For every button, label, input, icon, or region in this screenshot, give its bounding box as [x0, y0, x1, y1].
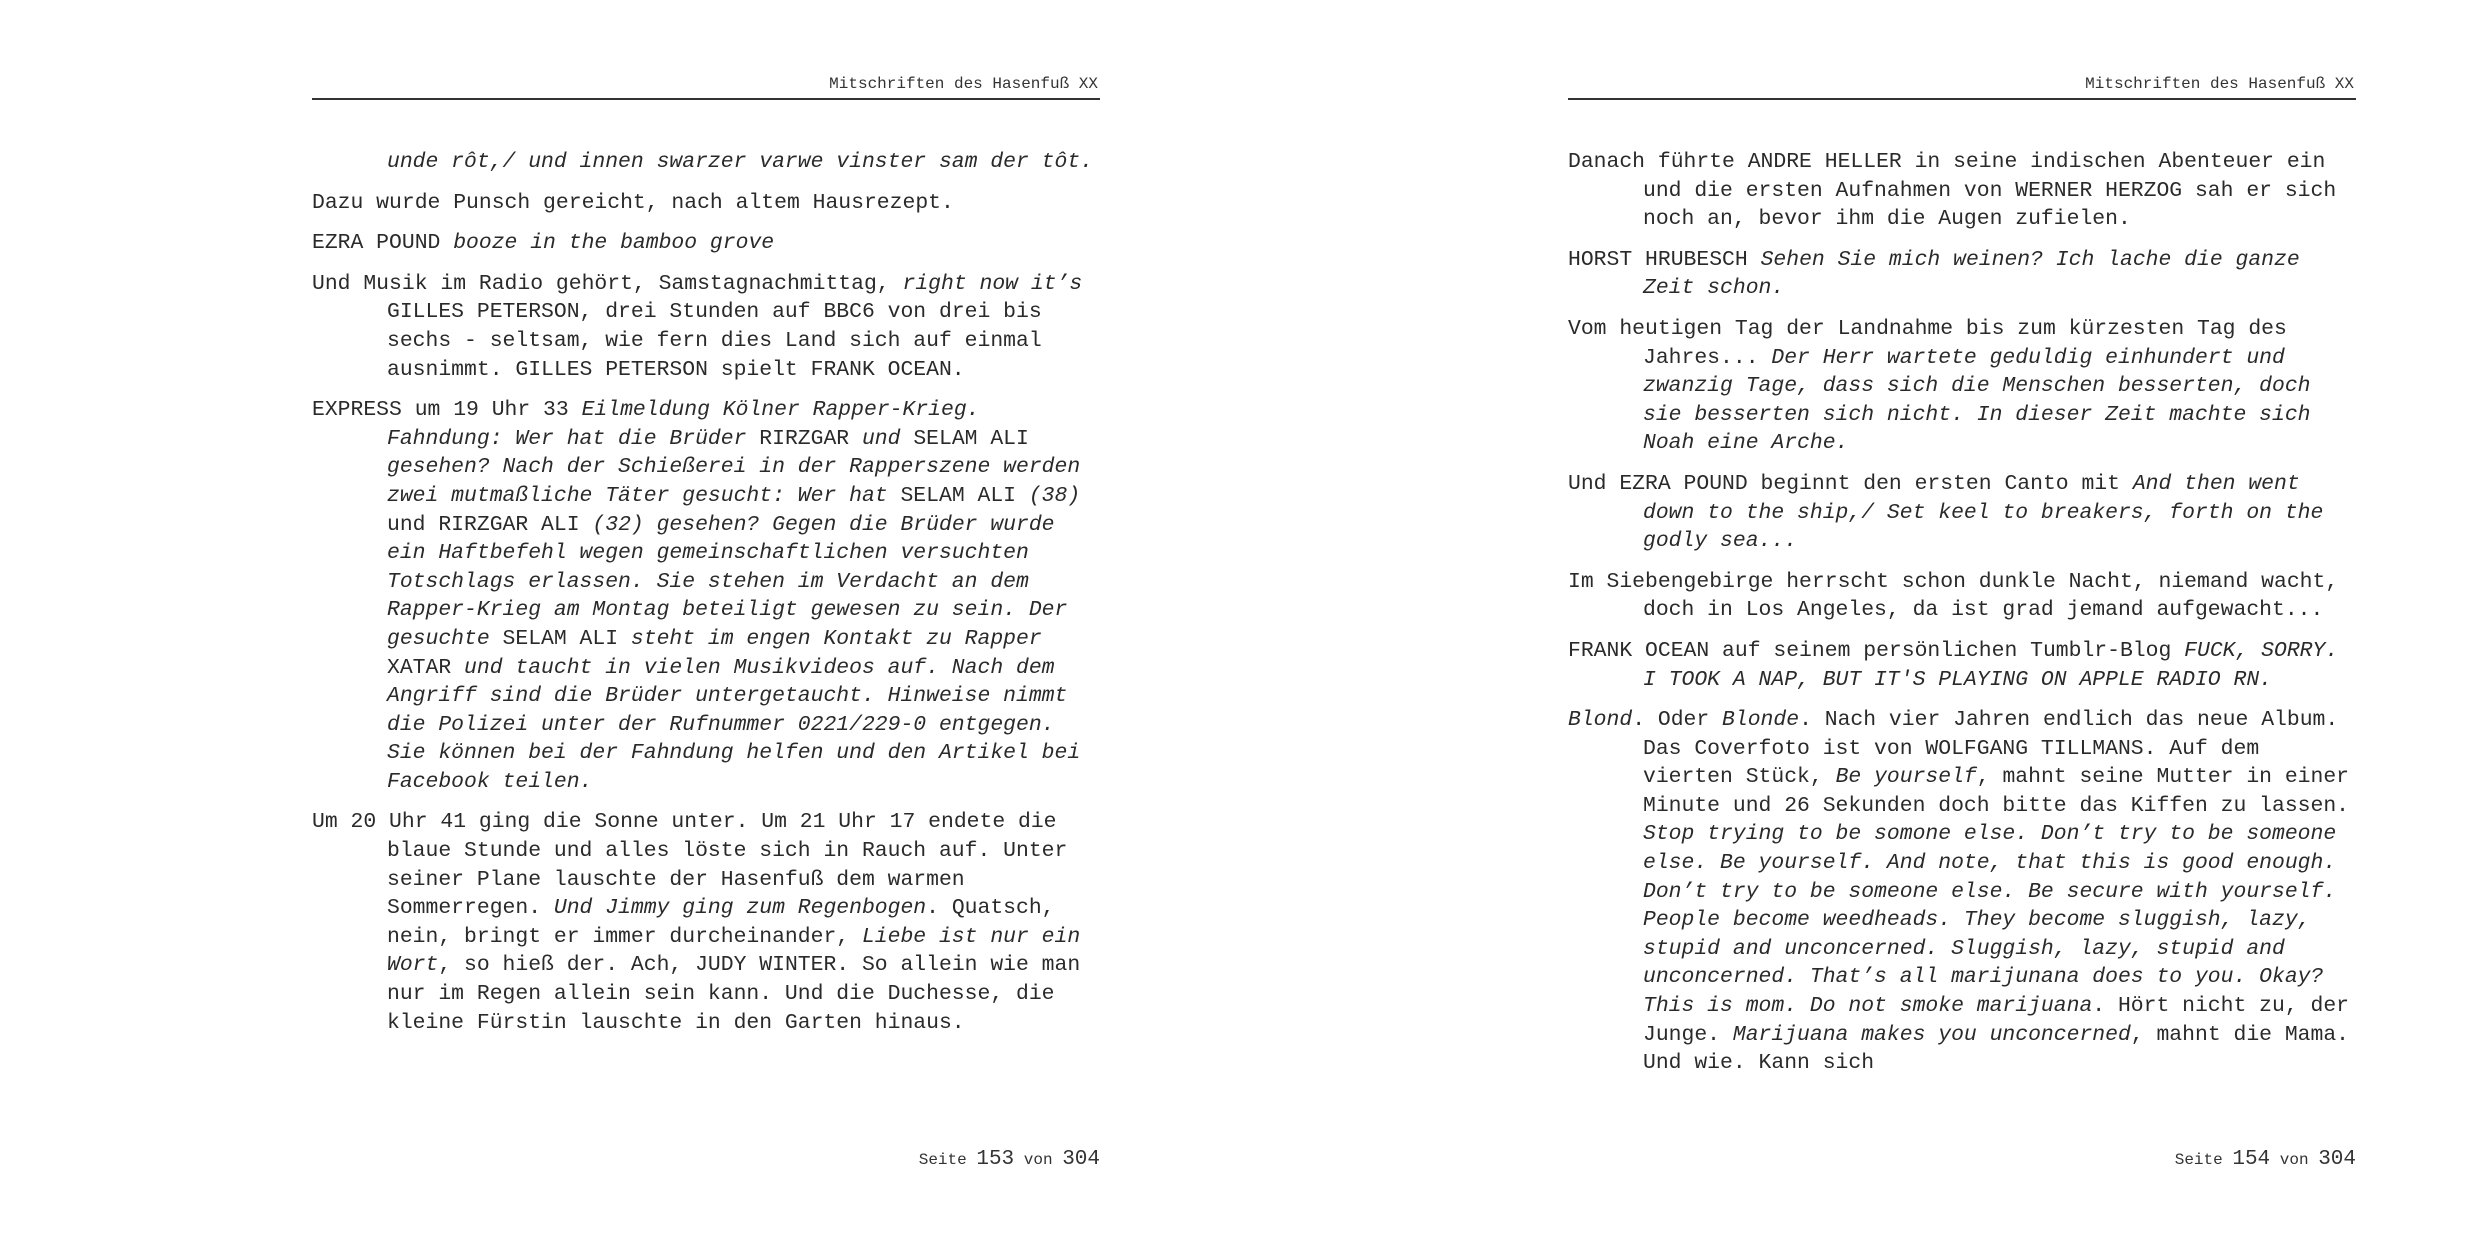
- text-run: EXPRESS um 19 Uhr 33: [312, 398, 582, 423]
- left-page: [312, 0, 1100, 1240]
- text-run: , mahnt die Mama. Und wie. Kann sich: [1643, 1022, 2350, 1076]
- page-number: 153: [976, 1148, 1015, 1171]
- text-run: SELAM ALI: [913, 426, 1029, 451]
- italic-text: Und Jimmy ging zum Regenbogen: [553, 896, 927, 921]
- italic-text: unde rôt,/ und innen swarzer varwe vinster sam der tôt.: [387, 150, 1094, 174]
- text-run: . Quatsch, nein, bringt er immer durcheinander,: [387, 896, 1055, 949]
- italic-text: FUCK, SORRY. I TOOK A NAP, BUT IT'S PLAYING ON APPLE RADIO RN.: [1643, 638, 2339, 692]
- text-run: , so hieß der. Ach, JUDY WINTER. So allein wie man nur im Regen allein sein kann. Und die Duchesse, die kleine Fürstin lauschte in den Garten hinaus.: [387, 953, 1081, 1035]
- text-run: Vom heutigen Tag der Landnahme bis zum kürzesten Tag des Jahres...: [1568, 316, 2287, 370]
- text-run: Und EZRA POUND beginnt den ersten Canto mit: [1568, 471, 2133, 496]
- paragraph: [312, 189, 1100, 218]
- italic-text: Marijuana makes you unconcerned: [1732, 1022, 2131, 1047]
- header-title: Mitschriften des Hasenfuß XX: [2085, 75, 2354, 93]
- footer-seite-label: Seite: [918, 1151, 967, 1169]
- text-run: EZRA POUND: [312, 231, 454, 256]
- paragraph: [1568, 246, 2356, 303]
- italic-text: Eilmeldung Kölner Rapper-Krieg. Fahndung: Wer hat die Brüder: [387, 398, 980, 451]
- text-run: SELAM ALI: [502, 626, 619, 651]
- body-text: [312, 148, 1100, 1049]
- paragraph: [1568, 315, 2356, 458]
- text-run: und RIRZGAR ALI: [387, 512, 580, 537]
- text-run: Danach führte ANDRE HELLER in seine indischen Abenteuer ein und die ersten Aufnahmen von WERNER HERZOG sah er sich noch an, bevor ihm die Augen zufielen.: [1568, 150, 2337, 232]
- text-run: , mahnt seine Mutter in einer Minute und 26 Sekunden doch bitte das Kiffen zu lassen.: [1643, 765, 2350, 818]
- text-run: . Oder: [1632, 708, 1723, 733]
- header-title: Mitschriften des Hasenfuß XX: [829, 75, 1098, 93]
- text-run: . Nach vier Jahren endlich das neue Album. Das Coverfoto ist von WOLFGANG TILLMANS. Auf dem vierten Stück,: [1643, 708, 2339, 790]
- italic-text: And then went down to the ship,/ Set keel to breakers, forth on the godly sea...: [1643, 471, 2324, 554]
- paragraph: [1568, 706, 2356, 1078]
- italic-text: Be yourself: [1835, 765, 1977, 790]
- page-total: 304: [2318, 1148, 2356, 1171]
- running-header: [1568, 74, 2356, 100]
- page-total: 304: [1062, 1148, 1100, 1171]
- paragraph: [1568, 148, 2356, 234]
- text-run: SELAM ALI: [900, 483, 1016, 508]
- italic-text: Liebe ist nur ein Wort: [387, 924, 1081, 978]
- italic-text: und: [849, 426, 914, 451]
- paragraph: [312, 808, 1100, 1037]
- body-text: [1568, 148, 2356, 1090]
- paragraph: [1568, 470, 2356, 556]
- paragraph: [312, 396, 1100, 796]
- italic-text: Der Herr wartete geduldig einhundert und zwanzig Tage, dass sich die Menschen besserten, doch sie besserten sich nicht. In dieser Zeit machte sich Noah eine Arche.: [1643, 345, 2311, 456]
- text-run: Und Musik im Radio gehört, Samstagnachmittag,: [312, 271, 903, 296]
- paragraph: [1568, 568, 2356, 625]
- italic-text: Sehen Sie mich weinen? Ich lache die ganze Zeit schon.: [1643, 247, 2300, 301]
- italic-text: Blond: [1568, 708, 1633, 733]
- italic-text: Stop trying to be somone else. Don’t try to be someone else. Be yourself. And note, that this is good enough. Don’t try to be someone else. Be secure with yourself. People become weedheads. They become sluggish, lazy, stupid and unconcerned. Sluggish, lazy, stupid and unconcerned. That’s all marijunana does to you. Okay? This is mom. Do not smoke marijuana: [1643, 822, 2337, 1019]
- italic-text: (32) gesehen? Gegen die Brüder wurde ein Haftbefehl wegen gemeinschaftlichen versuchten Totschlags erlassen. Sie stehen im Verdacht an dem Rapper-Krieg am Montag beteiligt gewesen zu sein. Der gesuchte: [387, 512, 1068, 651]
- text-run: FRANK OCEAN auf seinem persönlichen Tumblr-Blog: [1568, 638, 2185, 663]
- italic-text: booze in the bamboo grove: [453, 231, 775, 256]
- footer-von-label: von: [2279, 1151, 2309, 1169]
- italic-text: (38): [1016, 483, 1081, 508]
- text-run: XATAR: [387, 655, 452, 680]
- italic-text: right now it’s: [902, 271, 1083, 296]
- paragraph: [1568, 637, 2356, 694]
- text-run: Dazu wurde Punsch gereicht, nach altem Hausrezept.: [312, 190, 954, 215]
- text-run: GILLES PETERSON, drei Stunden auf BBC6 von drei bis sechs - seltsam, wie fern dies Land sich auf einmal ausnimmt. GILLES PETERSON spielt FRANK OCEAN.: [387, 300, 1042, 382]
- page-number: 154: [2232, 1148, 2271, 1171]
- running-header: [312, 74, 1100, 100]
- right-page: [1568, 0, 2356, 1240]
- italic-text: und taucht in vielen Musikvideos auf. Nach dem Angriff sind die Brüder untergetaucht. Hinweise nimmt die Polizei unter der Rufnummer 0221/229-0 entgegen. Sie können bei der Fahndung helfen und den Artikel bei Facebook teilen.: [387, 655, 1081, 794]
- italic-text: gesehen? Nach der Schießerei in der Rapperszene werden zwei mutmaßliche Täter gesucht: Wer hat: [387, 455, 1081, 508]
- page-footer: [1568, 1148, 2356, 1171]
- text-run: HORST HRUBESCH: [1568, 247, 1761, 272]
- italic-text: steht im engen Kontakt zu Rapper: [618, 626, 1042, 651]
- text-run: RIRZGAR: [759, 426, 850, 451]
- footer-von-label: von: [1023, 1151, 1053, 1169]
- paragraph: [312, 270, 1100, 384]
- page-footer: [312, 1148, 1100, 1171]
- italic-text: Blonde: [1722, 708, 1800, 733]
- footer-seite-label: Seite: [2174, 1151, 2223, 1169]
- paragraph: [312, 148, 1100, 177]
- text-run: . Hört nicht zu, der Junge.: [1643, 994, 2350, 1047]
- paragraph: [312, 229, 1100, 258]
- text-run: Im Siebengebirge herrscht schon dunkle Nacht, niemand wacht, doch in Los Angeles, da ist grad jemand aufgewacht...: [1568, 569, 2339, 623]
- text-run: Um 20 Uhr 41 ging die Sonne unter. Um 21 Uhr 17 endete die blaue Stunde und alles löste sich in Rauch auf. Unter seiner Plane lauschte der Hasenfuß dem warmen Sommerregen.: [312, 810, 1068, 921]
